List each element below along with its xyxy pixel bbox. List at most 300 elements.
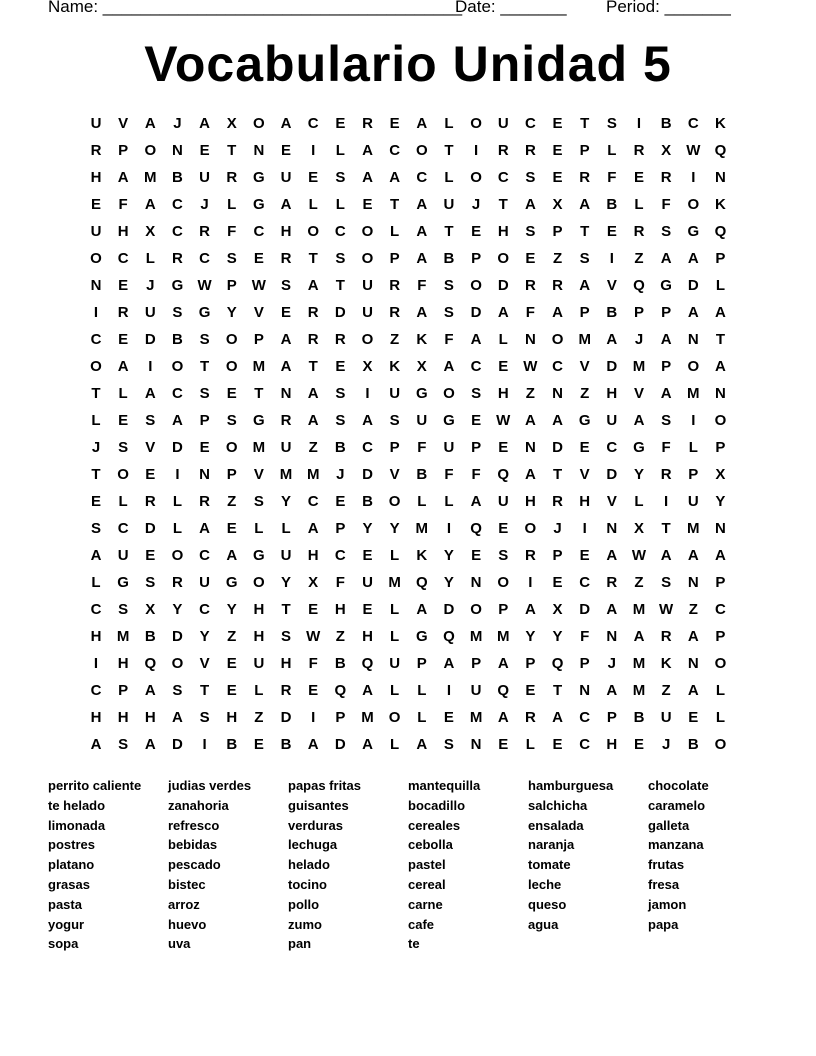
grid-letter: E bbox=[471, 412, 482, 429]
grid-letter: I bbox=[175, 466, 180, 483]
grid-letter: A bbox=[199, 520, 211, 537]
grid-letter: L bbox=[227, 196, 237, 213]
word-list-item: perrito caliente bbox=[48, 778, 142, 793]
grid-letter: J bbox=[200, 196, 209, 213]
grid-letter: P bbox=[552, 547, 563, 564]
grid-letter: E bbox=[308, 169, 319, 186]
grid-letter: T bbox=[335, 277, 345, 294]
grid-letter: D bbox=[144, 520, 156, 537]
grid-letter: A bbox=[144, 115, 156, 132]
grid-letter: U bbox=[497, 493, 509, 510]
grid-letter: A bbox=[687, 250, 699, 267]
word-list-item: pasta bbox=[48, 896, 82, 912]
word-list-item: guisantes bbox=[288, 797, 349, 813]
grid-letter: M bbox=[687, 520, 700, 537]
grid-letter: Y bbox=[633, 466, 644, 483]
word-list-item: manzana bbox=[648, 837, 704, 853]
grid-letter: I bbox=[311, 709, 316, 726]
grid-letter: U bbox=[90, 115, 102, 132]
grid-letter: O bbox=[117, 466, 129, 483]
grid-letter: Y bbox=[199, 628, 210, 645]
grid-letter: C bbox=[687, 115, 699, 132]
grid-letter: N bbox=[715, 169, 726, 186]
grid-letter: U bbox=[389, 655, 401, 672]
grid-letter: L bbox=[634, 493, 644, 510]
grid-letter: T bbox=[498, 196, 508, 213]
grid-letter: M bbox=[279, 466, 293, 483]
grid-letter: C bbox=[579, 574, 591, 591]
word-list-item: queso bbox=[528, 896, 567, 912]
grid-letter: X bbox=[661, 142, 672, 159]
grid-letter: Z bbox=[335, 628, 345, 645]
grid-letter: C bbox=[117, 250, 129, 267]
grid-letter: C bbox=[715, 601, 726, 618]
word-list-item: ensalada bbox=[528, 817, 584, 833]
grid-letter: J bbox=[146, 277, 155, 294]
grid-letter: V bbox=[606, 493, 617, 510]
grid-letter: E bbox=[552, 169, 563, 186]
grid-letter: W bbox=[659, 601, 674, 618]
grid-letter: A bbox=[524, 412, 536, 429]
grid-letter: J bbox=[634, 331, 644, 348]
grid-letter: S bbox=[118, 736, 129, 753]
grid-letter: I bbox=[365, 385, 370, 402]
grid-letter: E bbox=[498, 358, 509, 375]
grid-letter: H bbox=[144, 709, 156, 726]
grid-letter: K bbox=[660, 655, 672, 672]
grid-letter: I bbox=[691, 412, 696, 429]
grid-letter: Z bbox=[227, 493, 237, 510]
word-list-item: bistec bbox=[168, 877, 206, 892]
grid-letter: Y bbox=[281, 493, 292, 510]
grid-letter: E bbox=[281, 304, 292, 321]
grid-letter: I bbox=[609, 250, 614, 267]
grid-letter: A bbox=[144, 385, 156, 402]
grid-letter: S bbox=[498, 547, 509, 564]
word-list-item: frutas bbox=[648, 857, 685, 873]
grid-letter: L bbox=[688, 439, 698, 456]
grid-letter: H bbox=[280, 655, 292, 672]
grid-letter: H bbox=[606, 736, 618, 753]
grid-letter: R bbox=[117, 304, 129, 321]
grid-letter: I bbox=[691, 169, 696, 186]
grid-letter: A bbox=[497, 655, 509, 672]
grid-letter: C bbox=[497, 169, 509, 186]
grid-letter: R bbox=[334, 331, 346, 348]
grid-letter: C bbox=[606, 439, 618, 456]
grid-letter: P bbox=[552, 223, 563, 240]
grid-letter: A bbox=[715, 304, 726, 321]
grid-letter: N bbox=[715, 520, 726, 537]
grid-letter: E bbox=[552, 736, 563, 753]
grid-letter: F bbox=[580, 628, 590, 645]
grid-letter: O bbox=[90, 358, 102, 375]
grid-letter: R bbox=[579, 169, 591, 186]
grid-letter: S bbox=[443, 304, 454, 321]
grid-letter: Z bbox=[227, 628, 237, 645]
grid-letter: N bbox=[552, 385, 563, 402]
grid-letter: P bbox=[715, 250, 726, 267]
grid-letter: A bbox=[307, 385, 319, 402]
grid-letter: T bbox=[91, 385, 101, 402]
grid-letter: Y bbox=[226, 601, 237, 618]
grid-letter: L bbox=[172, 520, 183, 537]
grid-letter: N bbox=[687, 574, 699, 591]
grid-letter: K bbox=[389, 358, 401, 375]
grid-letter: H bbox=[117, 655, 129, 672]
word-list-item: chocolate bbox=[648, 778, 709, 793]
grid-letter: I bbox=[474, 142, 479, 159]
grid-letter: C bbox=[389, 142, 401, 159]
grid-letter: S bbox=[253, 493, 264, 510]
word-list-item: yogur bbox=[48, 916, 85, 932]
grid-letter: N bbox=[687, 331, 699, 348]
grid-letter: A bbox=[172, 709, 183, 726]
grid-letter: O bbox=[225, 439, 238, 456]
grid-letter: A bbox=[307, 277, 319, 294]
word-list-item: fresa bbox=[648, 877, 680, 892]
grid-letter: A bbox=[117, 358, 129, 375]
grid-letter: Z bbox=[525, 385, 535, 402]
word-list-item: te bbox=[408, 936, 420, 952]
grid-letter: A bbox=[416, 736, 428, 753]
grid-letter: B bbox=[362, 493, 373, 510]
grid-letter: Q bbox=[144, 655, 157, 672]
grid-letter: M bbox=[306, 466, 320, 483]
grid-letter: T bbox=[444, 223, 454, 240]
grid-letter: A bbox=[606, 601, 618, 618]
grid-letter: J bbox=[471, 196, 481, 213]
grid-letter: I bbox=[311, 142, 316, 159]
grid-letter: G bbox=[443, 412, 455, 429]
grid-letter: E bbox=[90, 493, 101, 510]
grid-letter: E bbox=[362, 196, 373, 213]
grid-letter: F bbox=[661, 196, 671, 213]
word-list-item: tocino bbox=[288, 877, 327, 892]
grid-letter: L bbox=[335, 196, 345, 213]
grid-letter: O bbox=[171, 358, 184, 375]
grid-letter: L bbox=[715, 277, 726, 294]
grid-letter: H bbox=[253, 628, 265, 645]
grid-letter: L bbox=[417, 493, 427, 510]
grid-letter: E bbox=[688, 709, 699, 726]
grid-letter: C bbox=[552, 358, 563, 375]
grid-letter: P bbox=[118, 142, 129, 159]
grid-letter: A bbox=[172, 412, 183, 429]
grid-letter: E bbox=[362, 601, 373, 618]
word-list-item: huevo bbox=[168, 916, 207, 932]
grid-letter: E bbox=[552, 142, 563, 159]
word-list-item: cafe bbox=[408, 916, 435, 932]
grid-letter: C bbox=[199, 250, 211, 267]
grid-letter: V bbox=[579, 466, 590, 483]
grid-letter: Q bbox=[497, 466, 510, 483]
grid-letter: J bbox=[91, 439, 101, 456]
grid-letter: Z bbox=[688, 601, 698, 618]
grid-letter: B bbox=[633, 709, 645, 726]
grid-letter: G bbox=[253, 547, 265, 564]
grid-letter: N bbox=[579, 682, 591, 699]
grid-letter: S bbox=[525, 223, 536, 240]
grid-letter: A bbox=[687, 628, 699, 645]
word-list-item: arroz bbox=[168, 896, 200, 912]
grid-letter: C bbox=[199, 601, 211, 618]
grid-letter: E bbox=[498, 736, 509, 753]
word-list-item: verduras bbox=[288, 817, 343, 833]
grid-letter: U bbox=[280, 169, 292, 186]
grid-letter: E bbox=[389, 115, 400, 132]
grid-letter: A bbox=[497, 709, 509, 726]
grid-letter: B bbox=[172, 331, 183, 348]
grid-letter: O bbox=[470, 169, 482, 186]
grid-letter: P bbox=[335, 520, 346, 537]
grid-letter: O bbox=[361, 331, 374, 348]
grid-letter: L bbox=[715, 709, 726, 726]
grid-letter: R bbox=[606, 574, 618, 591]
grid-letter: J bbox=[173, 115, 182, 132]
grid-letter: A bbox=[660, 385, 672, 402]
word-list-item: refresco bbox=[168, 817, 220, 833]
grid-letter: P bbox=[471, 655, 482, 672]
grid-letter: H bbox=[226, 709, 238, 726]
grid-letter: D bbox=[144, 331, 156, 348]
grid-letter: D bbox=[172, 439, 183, 456]
grid-letter: M bbox=[415, 520, 429, 537]
grid-letter: O bbox=[524, 520, 537, 537]
grid-letter: O bbox=[714, 736, 727, 753]
grid-letter: F bbox=[118, 196, 128, 213]
grid-letter: Q bbox=[714, 223, 727, 240]
grid-letter: U bbox=[687, 493, 699, 510]
grid-letter: X bbox=[226, 115, 237, 132]
grid-letter: D bbox=[552, 439, 563, 456]
grid-letter: P bbox=[471, 439, 482, 456]
grid-letter: M bbox=[578, 331, 591, 348]
grid-letter: S bbox=[335, 412, 346, 429]
grid-letter: E bbox=[606, 223, 617, 240]
grid-letter: N bbox=[687, 655, 699, 672]
grid-letter: F bbox=[308, 655, 318, 672]
grid-letter: H bbox=[524, 493, 536, 510]
grid-letter: U bbox=[280, 439, 292, 456]
grid-letter: A bbox=[443, 358, 455, 375]
grid-letter: E bbox=[335, 493, 346, 510]
grid-letter: U bbox=[362, 304, 373, 321]
grid-letter: C bbox=[307, 115, 319, 132]
grid-letter: A bbox=[524, 196, 536, 213]
grid-letter: C bbox=[253, 223, 265, 240]
grid-letter: A bbox=[633, 628, 645, 645]
word-list-item: leche bbox=[528, 877, 562, 892]
grid-letter: O bbox=[551, 331, 564, 348]
grid-letter: J bbox=[336, 466, 345, 483]
grid-letter: L bbox=[444, 493, 454, 510]
grid-letter: B bbox=[416, 466, 428, 483]
word-list-item: pan bbox=[288, 936, 312, 952]
grid-letter: T bbox=[227, 142, 237, 159]
grid-letter: A bbox=[687, 304, 699, 321]
grid-letter: X bbox=[308, 574, 319, 591]
grid-letter: B bbox=[660, 115, 672, 132]
grid-letter: A bbox=[606, 331, 618, 348]
grid-letter: O bbox=[388, 493, 401, 510]
word-list-item: salchicha bbox=[528, 797, 588, 813]
grid-letter: N bbox=[606, 628, 618, 645]
date-field-label: Date: _______ bbox=[455, 0, 567, 16]
word-list-item: lechuga bbox=[288, 837, 338, 853]
word-list-item: cereal bbox=[408, 877, 446, 892]
grid-letter: Z bbox=[254, 709, 264, 726]
grid-letter: R bbox=[90, 142, 102, 159]
grid-letter: U bbox=[144, 304, 156, 321]
grid-letter: R bbox=[552, 493, 563, 510]
grid-letter: S bbox=[226, 412, 237, 429]
grid-letter: M bbox=[116, 628, 130, 645]
grid-letter: S bbox=[661, 412, 672, 429]
grid-letter: N bbox=[280, 385, 292, 402]
grid-letter: T bbox=[281, 601, 291, 618]
grid-letter: F bbox=[607, 169, 617, 186]
word-list-item: bocadillo bbox=[408, 797, 466, 813]
grid-letter: G bbox=[253, 412, 265, 429]
grid-letter: B bbox=[687, 736, 699, 753]
grid-letter: D bbox=[443, 601, 455, 618]
grid-letter: M bbox=[361, 709, 374, 726]
grid-letter: A bbox=[144, 682, 156, 699]
word-list-item: naranja bbox=[528, 837, 575, 853]
grid-letter: S bbox=[199, 385, 210, 402]
grid-letter: R bbox=[552, 277, 563, 294]
grid-letter: L bbox=[444, 169, 454, 186]
grid-letter: C bbox=[172, 196, 183, 213]
grid-letter: R bbox=[226, 169, 238, 186]
grid-letter: A bbox=[117, 169, 129, 186]
grid-letter: W bbox=[251, 277, 266, 294]
grid-letter: E bbox=[253, 736, 264, 753]
grid-letter: I bbox=[148, 358, 153, 375]
grid-letter: X bbox=[715, 466, 726, 483]
grid-letter: G bbox=[117, 574, 129, 591]
grid-letter: R bbox=[660, 628, 672, 645]
grid-letter: L bbox=[390, 547, 400, 564]
grid-letter: T bbox=[552, 682, 563, 699]
grid-letter: A bbox=[687, 547, 699, 564]
grid-letter: E bbox=[633, 169, 644, 186]
grid-letter: R bbox=[524, 277, 536, 294]
grid-letter: Y bbox=[525, 628, 536, 645]
grid-letter: X bbox=[552, 196, 563, 213]
grid-letter: Y bbox=[552, 628, 563, 645]
grid-letter: D bbox=[334, 304, 346, 321]
word-list-item: hamburguesa bbox=[528, 778, 614, 793]
grid-letter: D bbox=[334, 736, 346, 753]
grid-letter: N bbox=[470, 574, 482, 591]
grid-letter: A bbox=[226, 547, 238, 564]
grid-letter: W bbox=[197, 277, 212, 294]
grid-letter: G bbox=[633, 439, 645, 456]
grid-letter: C bbox=[579, 736, 591, 753]
grid-letter: L bbox=[390, 223, 400, 240]
grid-letter: T bbox=[715, 331, 726, 348]
grid-letter: U bbox=[280, 547, 292, 564]
grid-letter: A bbox=[307, 736, 319, 753]
grid-letter: D bbox=[687, 277, 699, 294]
word-list-item: pollo bbox=[288, 896, 320, 912]
grid-letter: M bbox=[144, 169, 157, 186]
grid-letter: X bbox=[145, 223, 156, 240]
grid-letter: E bbox=[335, 358, 346, 375]
grid-letter: S bbox=[471, 385, 482, 402]
grid-letter: A bbox=[307, 412, 319, 429]
grid-letter: L bbox=[444, 115, 454, 132]
grid-letter: U bbox=[362, 574, 373, 591]
grid-letter: A bbox=[497, 304, 509, 321]
grid-letter: M bbox=[497, 628, 510, 645]
grid-letter: E bbox=[226, 385, 237, 402]
grid-letter: P bbox=[498, 601, 509, 618]
grid-letter: N bbox=[199, 466, 211, 483]
grid-letter: A bbox=[90, 547, 102, 564]
grid-letter: E bbox=[145, 547, 156, 564]
grid-letter: L bbox=[118, 493, 128, 510]
grid-letter: A bbox=[280, 331, 292, 348]
grid-letter: N bbox=[253, 142, 265, 159]
grid-letter: E bbox=[552, 574, 563, 591]
grid-letter: O bbox=[361, 250, 374, 267]
grid-letter: Z bbox=[552, 250, 563, 267]
grid-letter: O bbox=[171, 655, 184, 672]
grid-letter: S bbox=[443, 277, 454, 294]
grid-letter: K bbox=[416, 547, 428, 564]
grid-letter: M bbox=[388, 574, 401, 591]
grid-letter: E bbox=[633, 736, 644, 753]
grid-letter: P bbox=[579, 142, 590, 159]
grid-letter: W bbox=[496, 412, 511, 429]
grid-letter: V bbox=[199, 655, 210, 672]
grid-letter: P bbox=[579, 655, 590, 672]
grid-letter: A bbox=[389, 169, 401, 186]
grid-letter: M bbox=[252, 439, 266, 456]
grid-letter: W bbox=[523, 358, 538, 375]
grid-letter: A bbox=[715, 358, 726, 375]
grid-letter: Y bbox=[226, 304, 237, 321]
grid-letter: P bbox=[633, 304, 644, 321]
grid-letter: H bbox=[117, 709, 129, 726]
grid-letter: Y bbox=[362, 520, 373, 537]
grid-letter: S bbox=[335, 169, 346, 186]
grid-letter: E bbox=[118, 277, 129, 294]
grid-letter: E bbox=[199, 142, 210, 159]
grid-letter: U bbox=[416, 412, 428, 429]
grid-letter: P bbox=[226, 466, 237, 483]
grid-letter: R bbox=[280, 250, 292, 267]
grid-letter: L bbox=[91, 574, 101, 591]
grid-letter: E bbox=[199, 439, 210, 456]
grid-letter: T bbox=[254, 385, 264, 402]
grid-letter: M bbox=[469, 628, 483, 645]
grid-letter: E bbox=[281, 142, 292, 159]
grid-letter: T bbox=[580, 115, 590, 132]
grid-letter: N bbox=[715, 385, 726, 402]
grid-letter: C bbox=[90, 331, 102, 348]
grid-letter: B bbox=[280, 736, 292, 753]
grid-letter: E bbox=[362, 547, 373, 564]
grid-letter: Z bbox=[661, 682, 671, 699]
grid-letter: P bbox=[199, 412, 210, 429]
grid-letter: P bbox=[226, 277, 237, 294]
grid-letter: S bbox=[118, 601, 129, 618]
grid-letter: V bbox=[253, 466, 264, 483]
